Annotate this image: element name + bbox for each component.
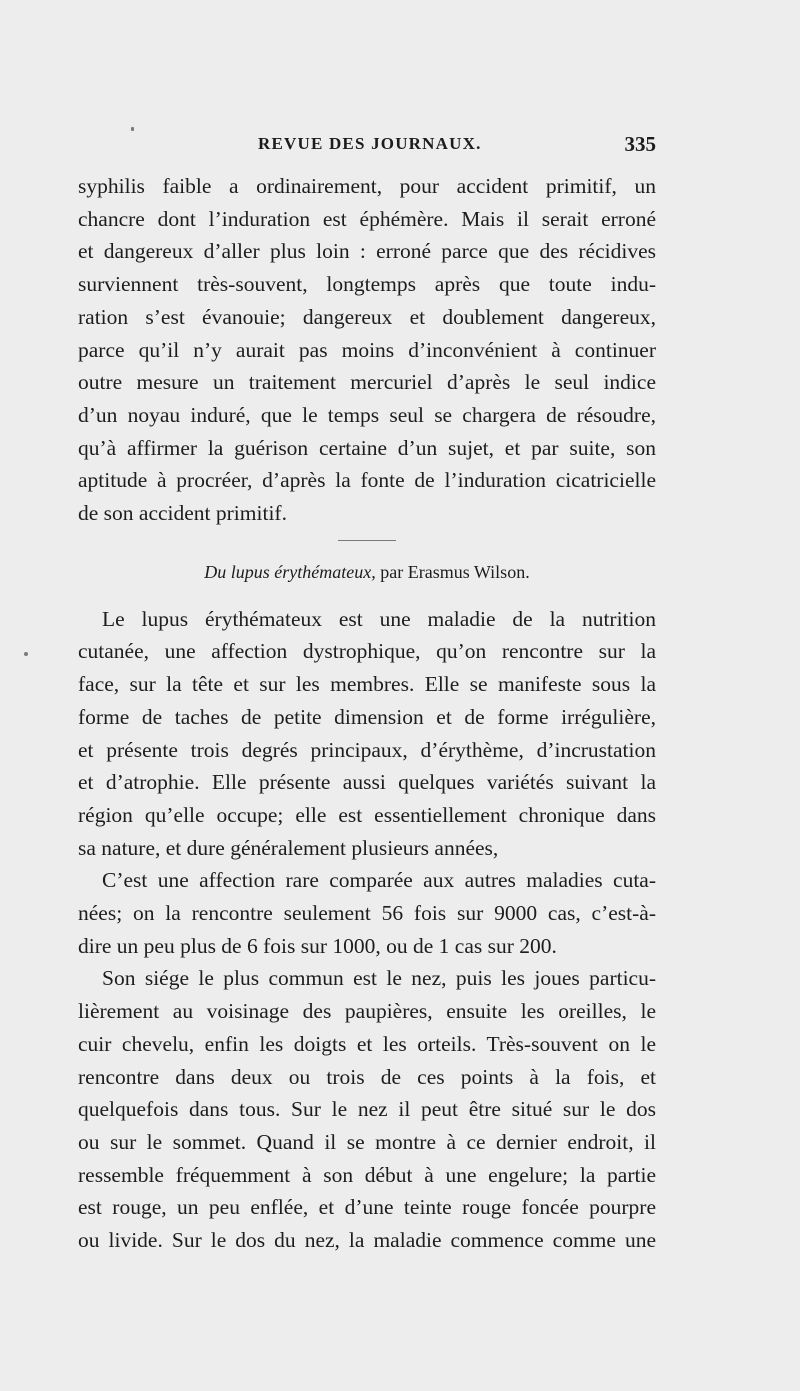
text-line: ou livide. Sur le dos du nez, la maladie commence comme une xyxy=(78,1228,656,1253)
section-divider xyxy=(338,540,396,541)
text-line: chancre dont l’induration est éphémère. Mais il serait erroné xyxy=(78,206,656,231)
text-line: dire un peu plus de 6 fois sur 1000, ou de 1 cas sur 200. xyxy=(78,933,557,958)
text-line: ressemble fréquemment à son début à une engelure; la partie xyxy=(78,1162,656,1187)
paragraph xyxy=(78,962,656,1256)
text-line: d’un noyau induré, que le temps seul se chargera de résoudre, xyxy=(78,402,656,427)
scan-speck xyxy=(24,652,28,656)
text-line: qu’à affirmer la guérison certaine d’un sujet, et par suite, son xyxy=(78,435,656,460)
section-title-author: par Erasmus Wilson. xyxy=(375,561,530,582)
text-line: forme de taches de petite dimension et de forme irrégulière, xyxy=(78,704,656,729)
text-line: cuir chevelu, enfin les doigts et les orteils. Très-souvent on le xyxy=(78,1031,656,1056)
article-body xyxy=(78,170,656,1257)
text-line: ou sur le sommet. Quand il se montre à ce dernier endroit, il xyxy=(78,1129,656,1154)
page-header xyxy=(78,134,656,162)
text-line: Son siége le plus commun est le nez, puis les joues particu- xyxy=(102,966,656,991)
scan-speck xyxy=(131,127,134,131)
text-line: et dangereux d’aller plus loin : erroné parce que des récidives xyxy=(78,239,656,264)
text-line: sa nature, et dure généralement plusieurs années, xyxy=(78,835,499,860)
text-line: région qu’elle occupe; elle est essentiellement chronique dans xyxy=(78,802,656,827)
text-line: face, sur la tête et sur les membres. Elle se manifeste sous la xyxy=(78,672,656,697)
text-line: ration s’est évanouie; dangereux et doublement dangereux, xyxy=(78,304,656,329)
text-line: C’est une affection rare comparée aux autres maladies cuta- xyxy=(102,868,656,893)
section-title-italic: Du lupus érythémateux, xyxy=(204,561,376,582)
text-line: est rouge, un peu enflée, et d’une teinte rouge foncée pourpre xyxy=(78,1195,656,1220)
paragraph xyxy=(78,603,656,865)
section-title xyxy=(78,557,656,587)
page-number: 335 xyxy=(624,132,656,156)
text-line: parce qu’il n’y aurait pas moins d’inconvénient à continuer xyxy=(78,337,656,362)
text-line: Le lupus érythémateux est une maladie de la nutrition xyxy=(102,606,656,631)
text-line: nées; on la rencontre seulement 56 fois sur 9000 cas, c’est-à- xyxy=(78,901,656,926)
text-line: et présente trois degrés principaux, d’érythème, d’incrustation xyxy=(78,737,656,762)
paragraph xyxy=(78,864,656,962)
text-line: surviennent très-souvent, longtemps après que toute indu- xyxy=(78,272,656,297)
text-line: outre mesure un traitement mercuriel d’après le seul indice xyxy=(78,370,656,395)
text-line: rencontre dans deux ou trois de ces points à la fois, et xyxy=(78,1064,656,1089)
text-line: de son accident primitif. xyxy=(78,501,287,526)
text-line: cutanée, une affection dystrophique, qu’on rencontre sur la xyxy=(78,639,656,664)
text-line: lièrement au voisinage des paupières, ensuite les oreilles, le xyxy=(78,999,656,1024)
paragraph-continued xyxy=(78,170,656,530)
text-line: quelquefois dans tous. Sur le nez il peut être situé sur le dos xyxy=(78,1097,656,1122)
text-line: syphilis faible a ordinairement, pour accident primitif, un xyxy=(78,174,656,198)
text-line: et d’atrophie. Elle présente aussi quelques variétés suivant la xyxy=(78,770,656,795)
running-title: REVUE DES JOURNAUX. xyxy=(258,134,482,153)
text-line: aptitude à procréer, d’après la fonte de l’induration cicatricielle xyxy=(78,468,656,493)
